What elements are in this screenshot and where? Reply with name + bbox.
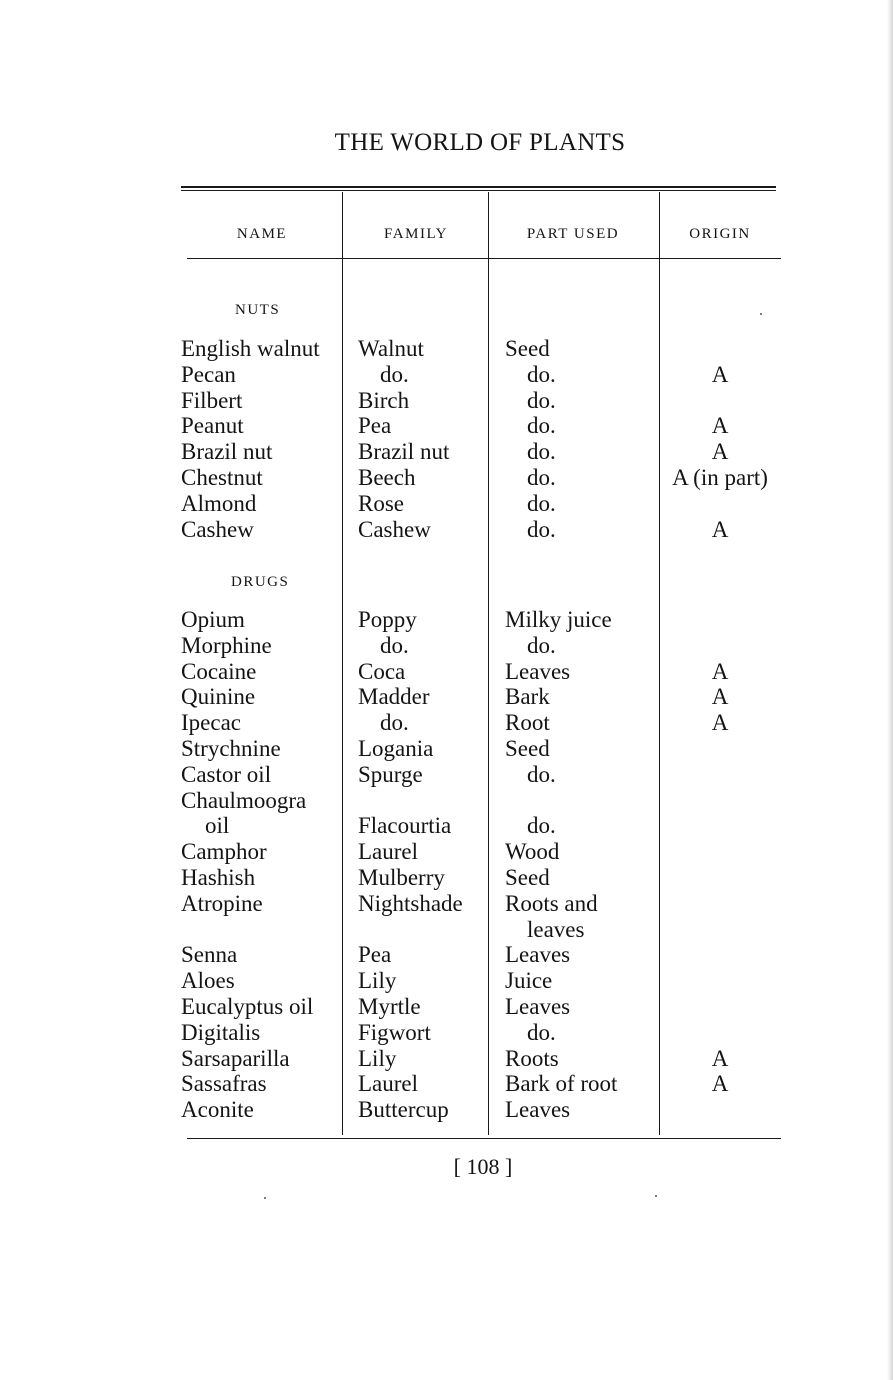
cell-family: Madder <box>358 684 430 710</box>
cell-name: Strychnine <box>181 736 281 761</box>
cell-part-used: Milky juice <box>505 607 612 632</box>
cell-part-used: do. <box>527 387 556 413</box>
column-header-name: NAME <box>236 226 288 242</box>
cell-name: English walnut <box>181 336 320 361</box>
cell-name: Chaulmoogra <box>181 787 307 813</box>
cell-family: Nightshade <box>358 890 463 916</box>
table-bottom-rule <box>187 1138 781 1139</box>
cell-name: Peanut <box>181 413 244 439</box>
cell-part-used: Root <box>505 710 550 736</box>
cell-part-used: Roots <box>505 1045 559 1071</box>
cell-family: Flacourtia <box>358 813 452 839</box>
column-divider-1 <box>342 192 343 1135</box>
cell-family: Spurge <box>358 761 423 787</box>
cell-name: Almond <box>181 490 257 516</box>
cell-family: Walnut <box>358 336 424 361</box>
cell-name: Senna <box>181 942 238 968</box>
section-label: DRUGS <box>231 574 290 590</box>
cell-part-used: Roots and <box>505 890 598 916</box>
cell-part-used: do. <box>527 490 556 516</box>
cell-part-used: do. <box>527 465 556 490</box>
cell-name: Ipecac <box>181 710 241 736</box>
cell-part-used: Wood <box>505 839 560 865</box>
cell-name: Sarsaparilla <box>181 1045 290 1071</box>
cell-family: Lily <box>358 968 397 994</box>
cell-part-used: do. <box>527 761 556 787</box>
cell-family: Logania <box>358 736 434 761</box>
cell-origin: A <box>711 658 729 684</box>
cell-name: Chestnut <box>181 465 263 490</box>
cell-part-used: do. <box>527 813 556 839</box>
section-label: NUTS <box>235 302 281 318</box>
cell-family: Myrtle <box>358 994 421 1019</box>
cell-family: Brazil nut <box>358 439 450 465</box>
cell-part-used: Leaves <box>505 658 571 684</box>
cell-part-used: do. <box>527 361 556 387</box>
cell-family: Coca <box>358 658 406 684</box>
cell-family: Laurel <box>358 839 419 865</box>
cell-part-used: Seed <box>505 736 550 761</box>
cell-origin: A <box>711 413 729 439</box>
column-header-part-used: PART USED <box>526 226 620 242</box>
cell-part-used: Juice <box>505 968 553 994</box>
cell-family: Figwort <box>358 1019 431 1045</box>
cell-family: Lily <box>358 1045 397 1071</box>
cell-origin: A <box>711 361 729 387</box>
cell-family: Birch <box>358 387 410 413</box>
cell-part-used: Bark of root <box>505 1071 618 1097</box>
cell-part-used: do. <box>527 516 556 542</box>
cell-name: Cashew <box>181 516 254 542</box>
cell-name: Opium <box>181 607 245 632</box>
cell-part-used: Seed <box>505 336 550 361</box>
cell-family: do. <box>380 710 409 736</box>
cell-name: oil <box>205 813 230 839</box>
cell-name: Aconite <box>181 1097 254 1123</box>
cell-origin: A <box>711 1045 729 1071</box>
cell-part-used: leaves <box>527 916 585 942</box>
column-divider-2 <box>488 192 489 1135</box>
cell-family: Mulberry <box>358 865 445 890</box>
cell-family: do. <box>380 361 409 387</box>
cell-origin: A <box>711 684 729 710</box>
cell-part-used: do. <box>527 439 556 465</box>
cell-origin: A <box>711 1071 729 1097</box>
running-head: THE WORLD OF PLANTS <box>334 129 626 156</box>
print-speck <box>264 1197 266 1199</box>
cell-name: Morphine <box>181 632 272 658</box>
table-top-double-rule <box>181 186 776 191</box>
cell-name: Castor oil <box>181 761 272 787</box>
cell-origin: A <box>711 710 729 736</box>
cell-name: Eucalyptus oil <box>181 994 314 1019</box>
cell-part-used: Leaves <box>505 942 571 968</box>
cell-name: Sassafras <box>181 1071 267 1097</box>
cell-name: Brazil nut <box>181 439 273 465</box>
cell-name: Pecan <box>181 361 236 387</box>
cell-part-used: Seed <box>505 865 550 890</box>
cell-name: Hashish <box>181 865 256 890</box>
cell-family: Pea <box>358 413 392 439</box>
cell-family: do. <box>380 632 409 658</box>
column-header-family: FAMILY <box>384 226 448 242</box>
cell-family: Rose <box>358 490 404 516</box>
cell-family: Beech <box>358 465 416 490</box>
cell-family: Buttercup <box>358 1097 449 1123</box>
cell-name: Filbert <box>181 387 243 413</box>
cell-family: Pea <box>358 942 392 968</box>
cell-part-used: Bark <box>505 684 550 710</box>
cell-family: Laurel <box>358 1071 419 1097</box>
cell-name: Camphor <box>181 839 267 865</box>
column-header-origin: ORIGIN <box>689 226 751 242</box>
cell-origin: A (in part) <box>672 465 768 490</box>
cell-family: Poppy <box>358 607 417 632</box>
cell-part-used: do. <box>527 632 556 658</box>
header-underline-rule <box>187 258 781 259</box>
cell-part-used: do. <box>527 413 556 439</box>
cell-name: Cocaine <box>181 658 257 684</box>
cell-origin: A <box>711 516 729 542</box>
print-speck <box>760 313 762 315</box>
cell-name: Aloes <box>181 968 235 994</box>
cell-part-used: Leaves <box>505 994 571 1019</box>
cell-part-used: do. <box>527 1019 556 1045</box>
cell-part-used: Leaves <box>505 1097 571 1123</box>
cell-family: Cashew <box>358 516 431 542</box>
cell-name: Digitalis <box>181 1019 261 1045</box>
cell-name: Quinine <box>181 684 256 710</box>
cell-name: Atropine <box>181 890 263 916</box>
print-speck <box>655 1195 657 1197</box>
cell-origin: A <box>711 439 729 465</box>
page-number: [ 108 ] <box>453 1154 513 1179</box>
